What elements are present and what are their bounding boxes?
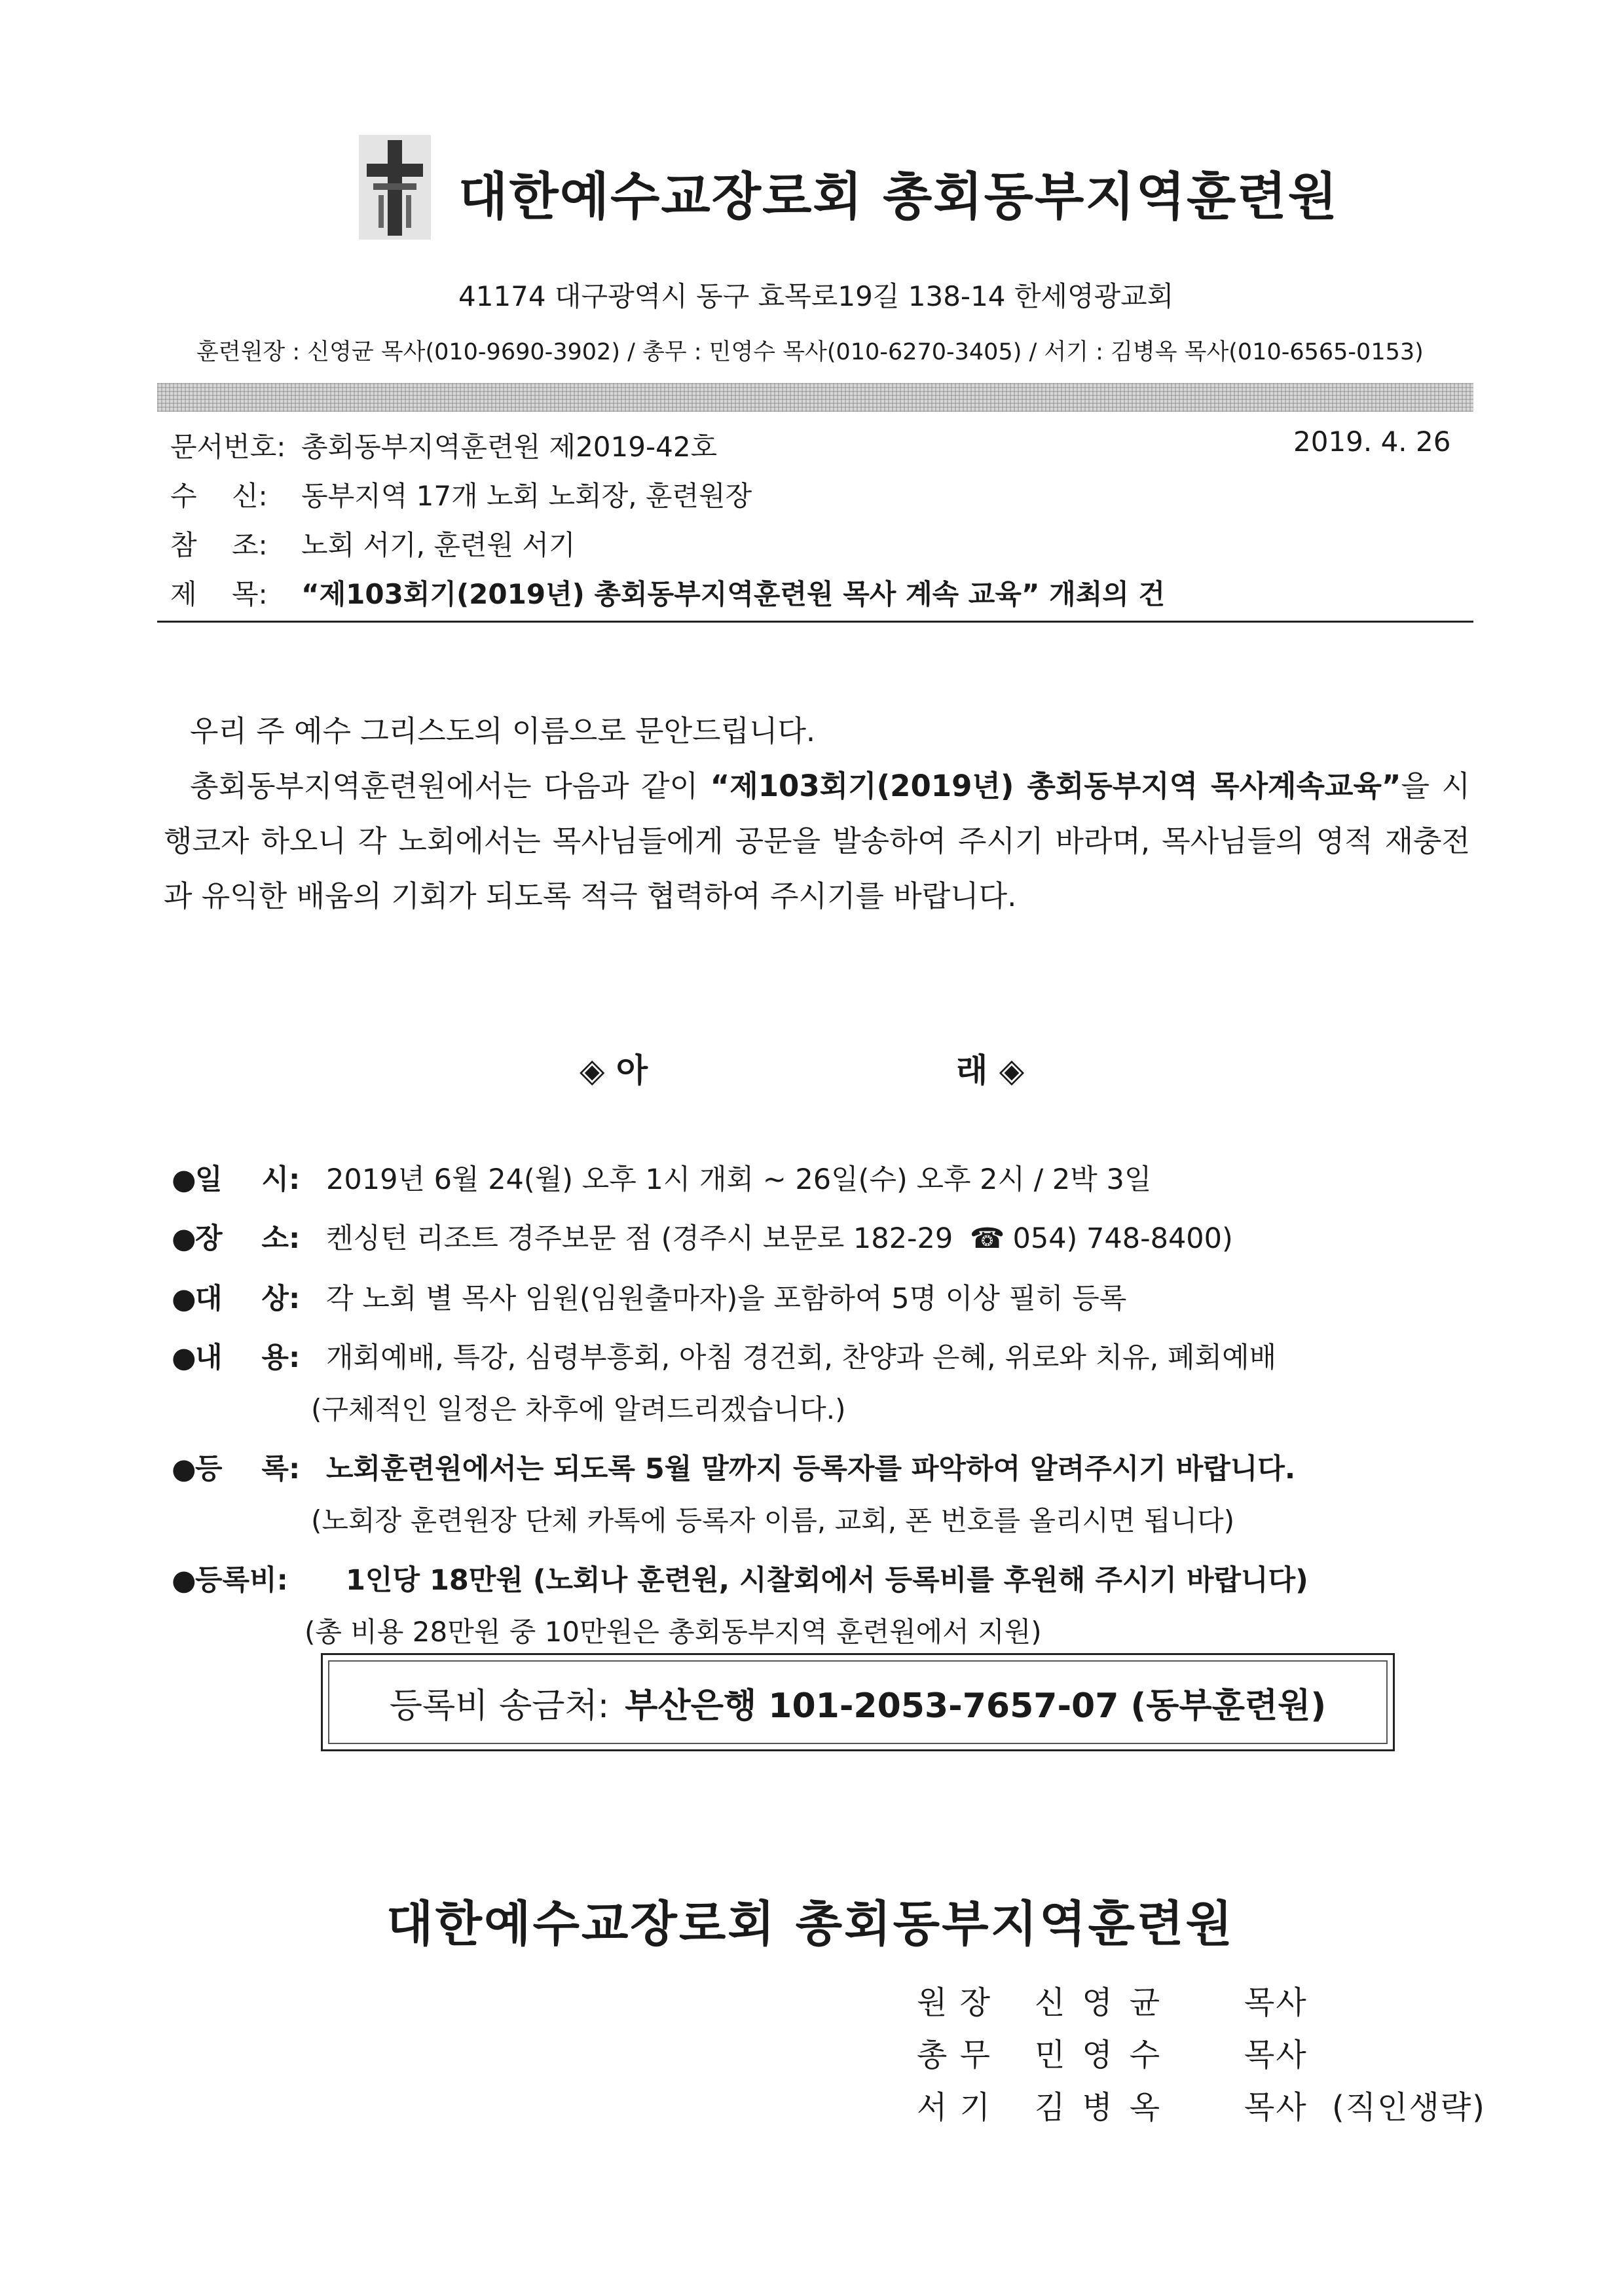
- body-request: 을 시행코자 하오니 각 노회에서는 목사님들에게 공문을 발송하여 주시기 바라며, 목사님들의 영적 재충전과 유익한 배움의 기회가 되도록 적극 협력하여 주시기를 바랍니다.: [164, 769, 1470, 913]
- doc-number-row: [170, 426, 717, 465]
- bullet-icon: ●: [172, 1341, 196, 1374]
- bullet-icon: ●: [172, 1453, 196, 1485]
- item-label: 대 상:: [195, 1283, 301, 1315]
- section-heading-right: 래 ◈: [956, 1051, 1025, 1089]
- bullet-icon: ●: [172, 1163, 196, 1196]
- item-value: 켄싱턴 리조트 경주보문 점 (경주시 보문로 182-29: [326, 1222, 953, 1255]
- item-content: [172, 1336, 1276, 1376]
- doc-date: 2019. 4. 26: [1293, 426, 1451, 458]
- item-label: 내 용:: [195, 1341, 301, 1374]
- phone-icon: ☎: [969, 1222, 1005, 1255]
- signer-name: 민영수: [1035, 2037, 1177, 2073]
- item-value: 노회훈련원에서는 되도록 5월 말까지 등록자를 파악하여 알려주시기 바랍니다.: [326, 1453, 1296, 1485]
- bullet-icon: ●: [172, 1283, 196, 1315]
- bullet-icon: ●: [172, 1564, 196, 1597]
- doc-number-label: 문서번호:: [170, 431, 286, 463]
- body-intro: 총회동부지역훈련원에서는 다음과 같이: [190, 769, 710, 803]
- signer-row: [917, 1977, 1308, 2022]
- item-label: 장 소:: [195, 1222, 301, 1255]
- recipient: 동부지역 17개 노회 노회장, 훈련원장: [301, 480, 752, 512]
- item-label: 등 록:: [195, 1453, 301, 1485]
- signer-name: 김병옥: [1035, 2089, 1177, 2126]
- content-note: (구체적인 일정은 차후에 알려드리겠습니다.): [311, 1393, 846, 1425]
- greeting: 우리 주 예수 그리스도의 이름으로 문안드립니다.: [190, 714, 816, 748]
- item-target: [172, 1277, 1126, 1317]
- fee-note: (총 비용 28만원 중 10만원은 총회동부지역 훈련원에서 지원): [304, 1616, 1042, 1648]
- item-value: 1인당 18만원 (노회나 훈련원, 시찰회에서 등록비를 후원해 주시기 바랍니다): [346, 1564, 1308, 1597]
- org-title: 대한예수교장로회 총회동부지역훈련원: [458, 168, 1339, 227]
- bank-info-box: [321, 1653, 1395, 1751]
- bank-account: 부산은행 101-2053-7657-07 (동부훈련원): [625, 1686, 1327, 1726]
- item-value: 개회예배, 특강, 심령부흥회, 아침 경건회, 찬양과 은혜, 위로와 치유, 폐회예배: [326, 1341, 1277, 1374]
- meta-divider: [157, 621, 1473, 623]
- item-place: [172, 1216, 1233, 1256]
- item-registration: [172, 1447, 1295, 1487]
- staff-contacts: 훈련원장 : 신영균 목사(010-9690-3902) / 총무 : 민영수 목사(010-6270-3405) / 서기 : 김병옥 목사(010-6565-0153): [196, 339, 1424, 365]
- bullet-icon: ●: [172, 1222, 196, 1255]
- recipient-row: [170, 475, 752, 514]
- header-divider: [157, 383, 1473, 412]
- subject: “제103회기(2019년) 총회동부지역훈련원 목사 계속 교육” 개최의 건: [301, 578, 1166, 610]
- recipient-label: 수 신:: [170, 480, 268, 512]
- item-value: 2019년 6월 24(월) 오후 1시 개회 ~ 26일(수) 오후 2시 / 2박 3일: [326, 1163, 1152, 1196]
- footer-org-name: 대한예수교장로회 총회동부지역훈련원: [386, 1896, 1234, 1952]
- cc: 노회 서기, 훈련원 서기: [301, 529, 576, 561]
- item-label: 일 시:: [195, 1163, 301, 1196]
- item-label: 등록비:: [195, 1564, 288, 1597]
- phone-number: 054) 748-8400): [1012, 1222, 1233, 1255]
- bank-label: 등록비 송금처:: [389, 1686, 610, 1726]
- cc-label: 참 조:: [170, 529, 268, 561]
- signer-title: 목사: [1244, 2089, 1308, 2126]
- cc-row: [170, 524, 576, 563]
- body-paragraph: [164, 759, 1470, 924]
- item-time: [172, 1157, 1151, 1197]
- registration-note: (노회장 훈련원장 단체 카톡에 등록자 이름, 교회, 폰 번호를 올리시면 됩니다): [311, 1504, 1235, 1537]
- section-heading-left: ◈ 아: [580, 1051, 648, 1089]
- doc-number: 총회동부지역훈련원 제2019-42호: [301, 431, 718, 463]
- body-event-name: “제103회기(2019년) 총회동부지역 목사계속교육”: [710, 769, 1401, 803]
- subject-row: [170, 573, 1165, 612]
- signer-role: 원 장: [917, 1984, 991, 2021]
- cross-logo-icon: [359, 135, 431, 240]
- item-value: 각 노회 별 목사 임원(임원출마자)을 포함하여 5명 이상 필히 등록: [326, 1283, 1127, 1315]
- signer-title: 목사: [1244, 1984, 1308, 2021]
- signer-row: [917, 2030, 1308, 2075]
- signer-title: 목사: [1244, 2037, 1308, 2073]
- seal-omitted-note: (직인생략): [1332, 2089, 1486, 2126]
- signer-role: 총 무: [917, 2037, 991, 2073]
- item-fee: [172, 1558, 1308, 1598]
- signer-role: 서 기: [917, 2089, 991, 2126]
- signer-row: [917, 2082, 1486, 2127]
- org-address: 41174 대구광역시 동구 효목로19길 138-14 한세영광교회: [458, 280, 1174, 312]
- signer-name: 신영균: [1035, 1984, 1177, 2021]
- subject-label: 제 목:: [170, 578, 268, 610]
